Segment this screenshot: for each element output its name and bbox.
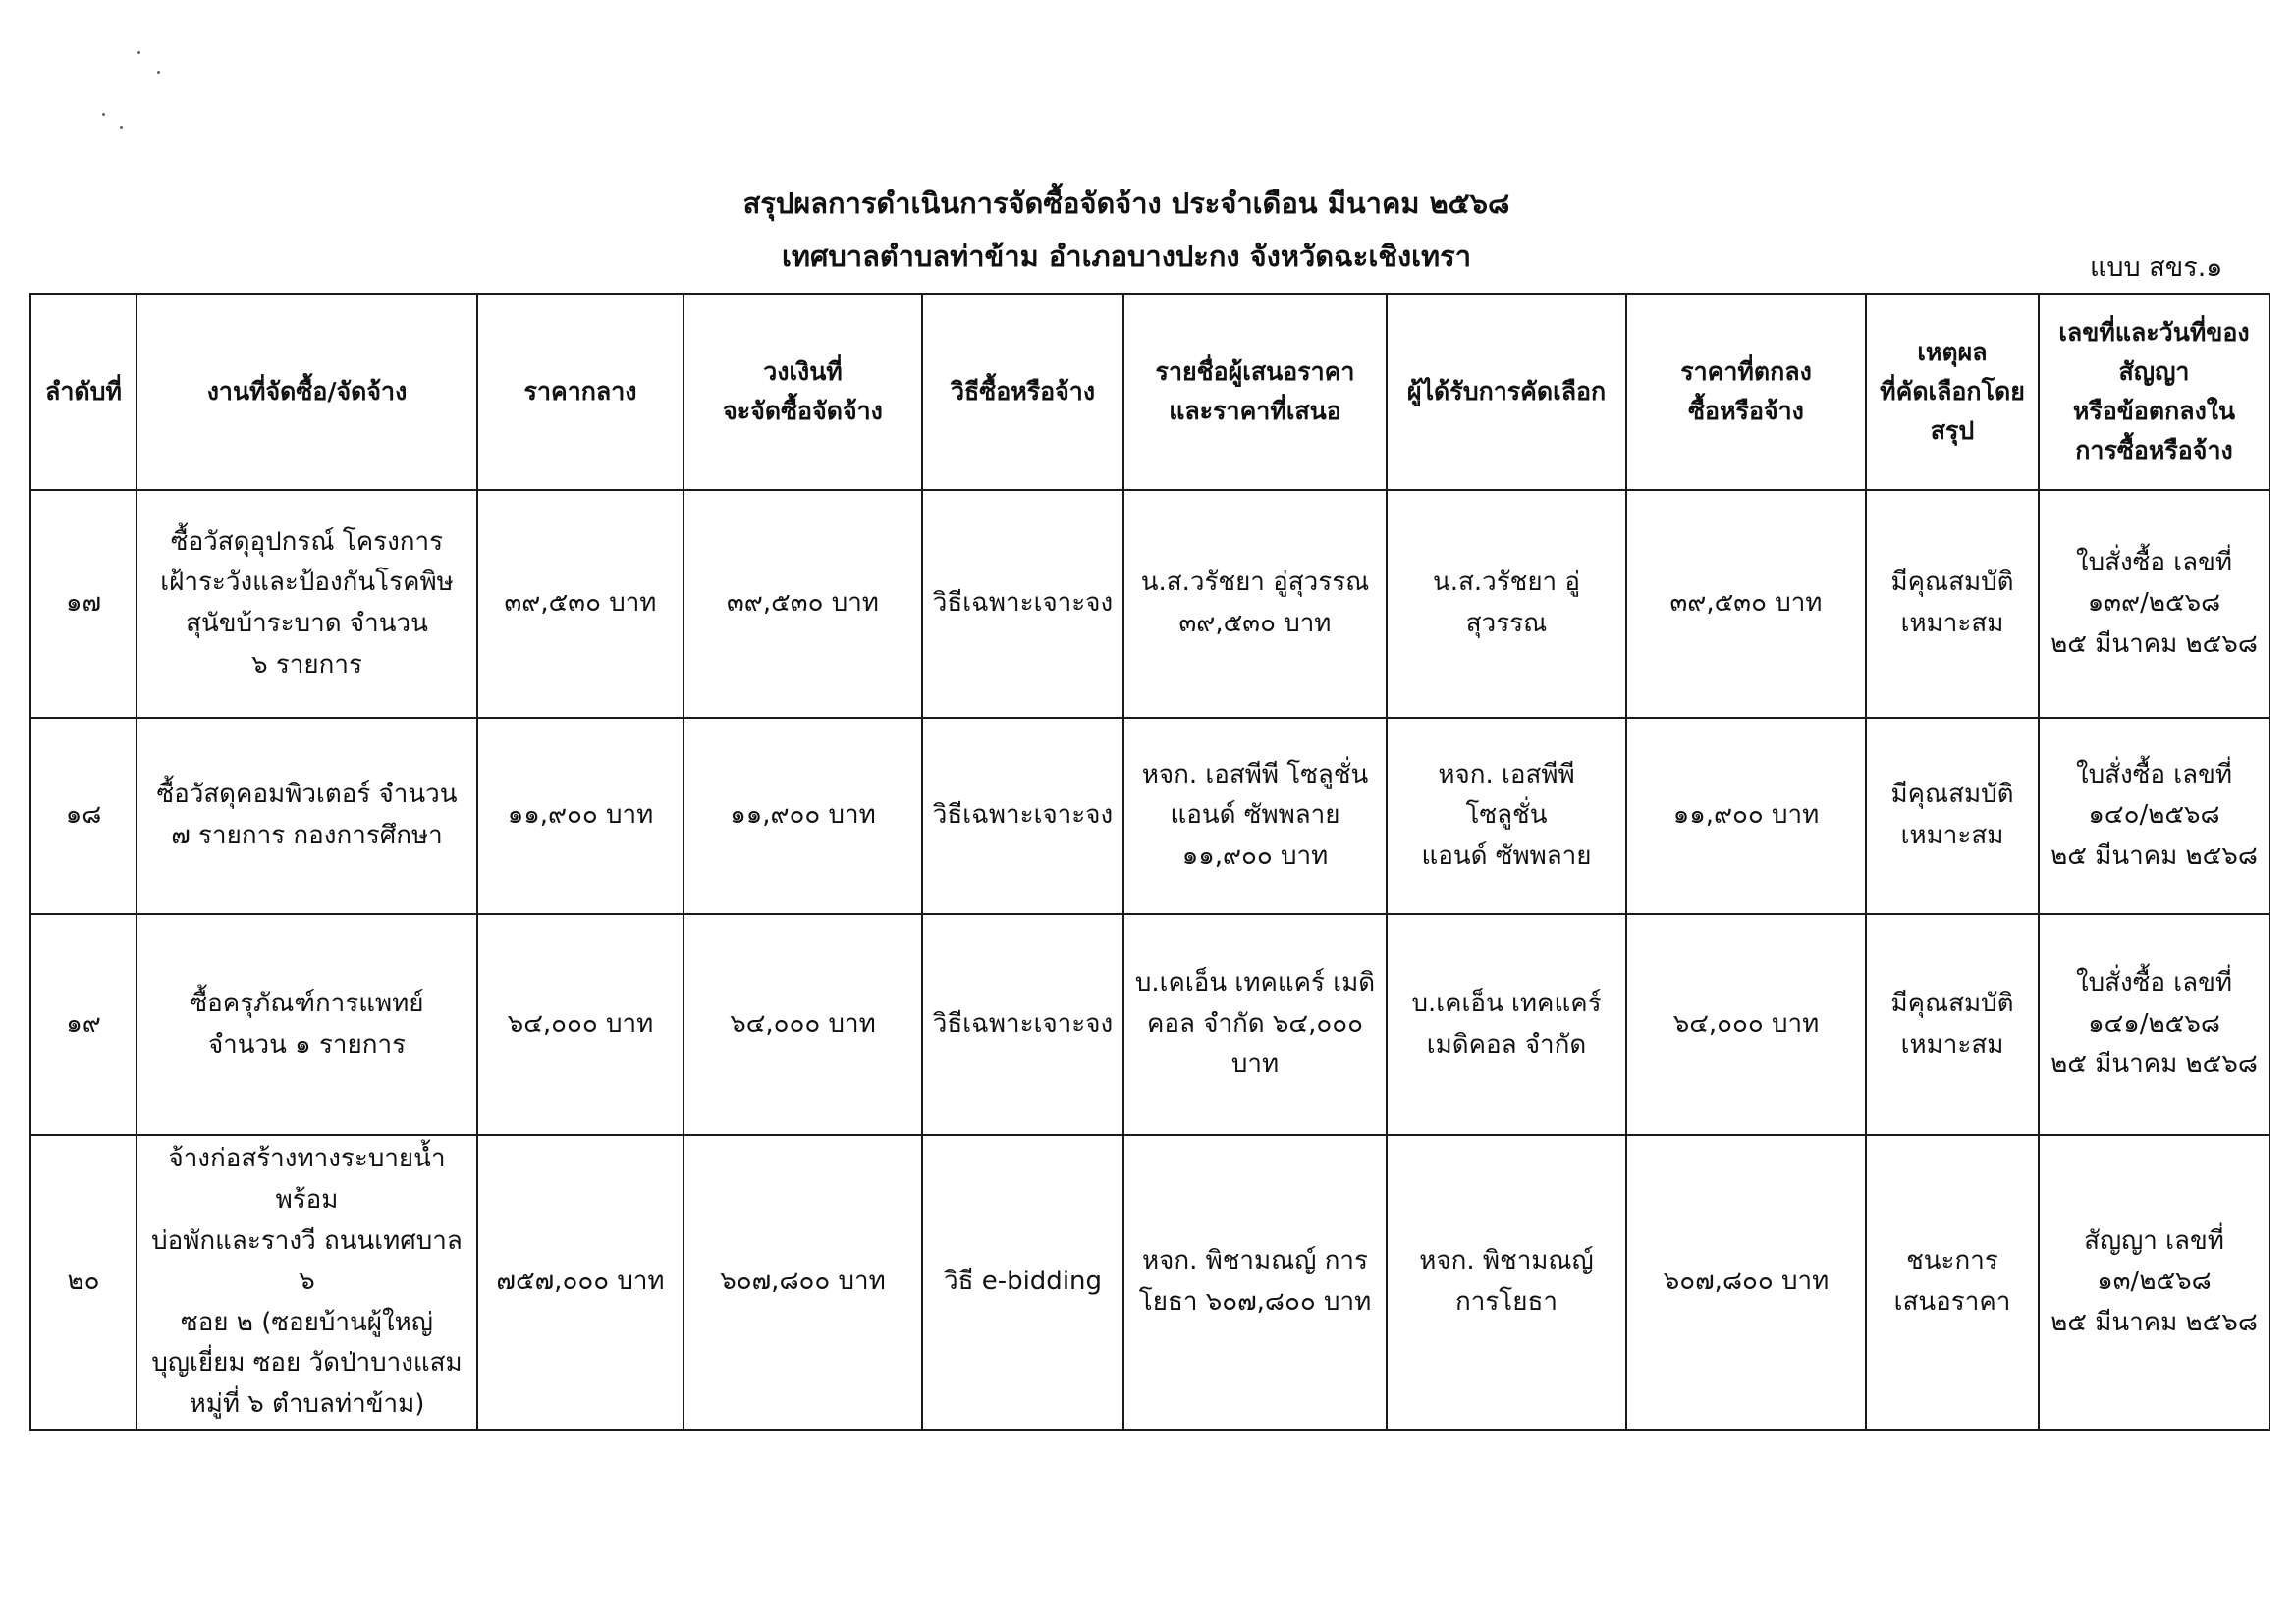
col-header-no: ลำดับที่ [30,294,137,490]
cell-bidders: น.ส.วรัชยา อู่สุวรรณ ๓๙,๕๓๐ บาท [1123,490,1387,718]
cell-agreed-price: ๖๔,๐๐๐ บาท [1626,914,1866,1135]
cell-budget: ๖๐๗,๘๐๐ บาท [683,1135,922,1430]
cell-reason: ชนะการ เสนอราคา [1866,1135,2039,1430]
cell-agreed-price: ๖๐๗,๘๐๐ บาท [1626,1135,1866,1430]
page-title: สรุปผลการดำเนินการจัดซื้อจัดจ้าง ประจำเดือน มีนาคม ๒๕๖๘ [742,187,1510,220]
cell-bidders: หจก. เอสพีพี โซลูชั่น แอนด์ ซัพพลาย ๑๑,๙๐๐ บาท [1123,718,1387,914]
cell-item: ซื้อวัสดุคอมพิวเตอร์ จำนวน ๗ รายการ กองการศึกษา [137,718,477,914]
table-header-row [30,294,2269,490]
scan-speck [120,126,123,129]
cell-agreed-price: ๑๑,๙๐๐ บาท [1626,718,1866,914]
table-row [30,914,2269,1135]
cell-bidders: หจก. พิชามณญ์ การ โยธา ๖๐๗,๘๐๐ บาท [1123,1135,1387,1430]
procurement-table [29,293,2270,1431]
cell-median-price: ๑๑,๙๐๐ บาท [477,718,683,914]
cell-agreed-price: ๓๙,๕๓๐ บาท [1626,490,1866,718]
table-row [30,1135,2269,1430]
cell-method: วิธีเฉพาะเจาะจง [922,718,1123,914]
col-header-selected: ผู้ได้รับการคัดเลือก [1387,294,1626,490]
cell-selected: หจก. เอสพีพี โซลูชั่น แอนด์ ซัพพลาย [1387,718,1626,914]
scan-speck [137,51,140,54]
cell-median-price: ๗๕๗,๐๐๐ บาท [477,1135,683,1430]
cell-item: จ้างก่อสร้างทางระบายน้ำพร้อม บ่อพักและรางวี ถนนเทศบาล ๖ ซอย ๒ (ซอยบ้านผู้ใหญ่ บุญเยี่ยม ซอย วัดป่าบางแสม หมู่ที่ ๖ ตำบลท่าข้าม) [137,1135,477,1430]
scan-speck [102,113,105,116]
col-header-contract: เลขที่และวันที่ของ สัญญา หรือข้อตกลงใน การซื้อหรือจ้าง [2039,294,2269,490]
cell-method: วิธีเฉพาะเจาะจง [922,914,1123,1135]
cell-item: ซื้อวัสดุอุปกรณ์ โครงการ เฝ้าระวังและป้องกันโรคพิษ สุนัขบ้าระบาด จำนวน ๖ รายการ [137,490,477,718]
cell-budget: ๑๑,๙๐๐ บาท [683,718,922,914]
cell-median-price: ๓๙,๕๓๐ บาท [477,490,683,718]
cell-selected: บ.เคเอ็น เทคแคร์ เมดิคอล จำกัด [1387,914,1626,1135]
cell-budget: ๖๔,๐๐๐ บาท [683,914,922,1135]
cell-contract: ใบสั่งซื้อ เลขที่ ๑๔๐/๒๕๖๘ ๒๕ มีนาคม ๒๕๖๘ [2039,718,2269,914]
cell-bidders: บ.เคเอ็น เทคแคร์ เมดิ คอล จำกัด ๖๔,๐๐๐ บาท [1123,914,1387,1135]
cell-budget: ๓๙,๕๓๐ บาท [683,490,922,718]
cell-no: ๑๘ [30,718,137,914]
col-header-agreed-price: ราคาที่ตกลง ซื้อหรือจ้าง [1626,294,1866,490]
col-header-reason: เหตุผล ที่คัดเลือกโดย สรุป [1866,294,2039,490]
col-header-bidders: รายชื่อผู้เสนอราคา และราคาที่เสนอ [1123,294,1387,490]
col-header-median-price: ราคากลาง [477,294,683,490]
cell-no: ๑๙ [30,914,137,1135]
cell-no: ๒๐ [30,1135,137,1430]
cell-no: ๑๗ [30,490,137,718]
col-header-item: งานที่จัดซื้อ/จัดจ้าง [137,294,477,490]
scan-speck [157,71,160,74]
table-row [30,718,2269,914]
cell-method: วิธีเฉพาะเจาะจง [922,490,1123,718]
cell-reason: มีคุณสมบัติ เหมาะสม [1866,490,2039,718]
col-header-method: วิธีซื้อหรือจ้าง [922,294,1123,490]
cell-selected: น.ส.วรัชยา อู่สุวรรณ [1387,490,1626,718]
form-code: แบบ สขร.๑ [2090,252,2223,283]
cell-contract: ใบสั่งซื้อ เลขที่ ๑๓๙/๒๕๖๘ ๒๕ มีนาคม ๒๕๖๘ [2039,490,2269,718]
table-row [30,490,2269,718]
cell-contract: สัญญา เลขที่ ๑๓/๒๕๖๘ ๒๕ มีนาคม ๒๕๖๘ [2039,1135,2269,1430]
cell-selected: หจก. พิชามณญ์ การโยธา [1387,1135,1626,1430]
cell-median-price: ๖๔,๐๐๐ บาท [477,914,683,1135]
cell-contract: ใบสั่งซื้อ เลขที่ ๑๔๑/๒๕๖๘ ๒๕ มีนาคม ๒๕๖๘ [2039,914,2269,1135]
cell-reason: มีคุณสมบัติ เหมาะสม [1866,718,2039,914]
cell-item: ซื้อครุภัณฑ์การแพทย์ จำนวน ๑ รายการ [137,914,477,1135]
cell-method: วิธี e-bidding [922,1135,1123,1430]
cell-reason: มีคุณสมบัติ เหมาะสม [1866,914,2039,1135]
page-subtitle: เทศบาลตำบลท่าข้าม อำเภอบางปะกง จังหวัดฉะเชิงเทรา [781,240,1472,273]
col-header-budget: วงเงินที่ จะจัดซื้อจัดจ้าง [683,294,922,490]
